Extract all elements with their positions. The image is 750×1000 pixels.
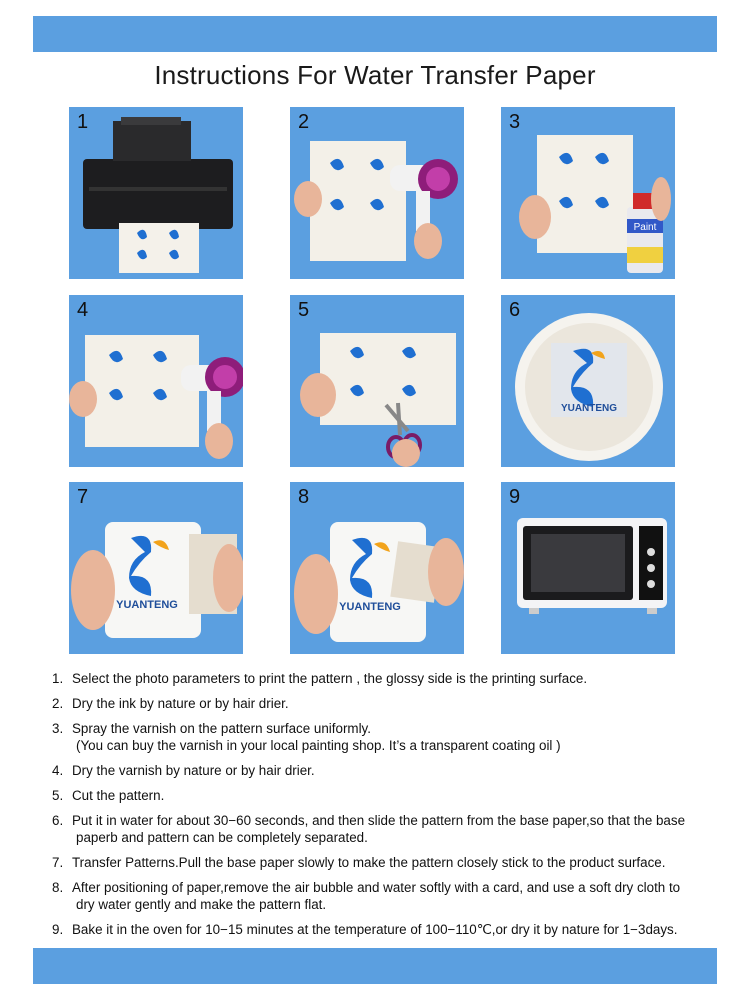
printer-icon [69,107,243,279]
step-text: Transfer Patterns.Pull the base paper slowly to make the pattern closely stick to the product surface. [72,855,666,870]
paint-label: Paint [633,222,657,233]
step-text: Dry the varnish by nature or by hair drier. [72,763,315,778]
photo-tile-9 [501,482,675,654]
step-text: Bake it in the oven for 10−15 minutes at the temperature of 100−110℃,or dry it by nature for 1−3days. [72,922,678,937]
step-text: Select the photo parameters to print the pattern , the glossy side is the printing surface. [72,671,588,686]
mug-icon [69,482,243,654]
step-number: 1. [52,671,64,686]
step-number: 6. [52,813,64,828]
tile-number: 5 [298,299,310,321]
mug-icon [290,482,464,654]
instruction-step [52,812,722,846]
step-text: Cut the pattern. [72,788,165,803]
brand-text: YUANTENG [560,403,618,414]
photo-tile-2 [290,107,464,279]
water-bowl-icon [501,295,675,467]
step-number: 8. [52,880,64,895]
brand-text: YUANTENG [339,601,401,613]
brand-text: YUANTENG [116,599,178,611]
instruction-step [52,787,722,804]
instruction-step [52,854,722,871]
tile-number: 7 [77,486,89,508]
tile-number: 8 [298,486,310,508]
tile-number: 2 [298,111,310,133]
oven-icon [501,482,675,654]
top-banner [33,16,717,52]
photo-tile-3 [501,107,675,279]
step-number: 3. [52,721,64,736]
step-number: 4. [52,763,64,778]
instruction-step [52,762,722,779]
step-text: Spray the varnish on the pattern surface uniformly. [72,721,371,736]
tile-number: 6 [509,299,521,321]
hair-drier-icon [69,295,243,467]
photo-tile-4 [69,295,243,467]
scissors-icon [290,295,464,467]
tile-number: 3 [509,111,521,133]
step-number: 5. [52,788,64,803]
step-number: 9. [52,922,64,937]
tile-number: 1 [77,111,89,133]
instruction-step [52,879,722,913]
tile-number: 9 [509,486,521,508]
page-title: Instructions For Water Transfer Paper [154,60,596,90]
instruction-step [52,670,722,687]
step-text-continued: (You can buy the varnish in your local painting shop. It’s a transparent coating oil ) [76,738,561,753]
photo-tile-8 [290,482,464,654]
instruction-list [52,670,722,946]
instruction-step [52,921,722,938]
step-number: 7. [52,855,64,870]
instruction-step [52,695,722,712]
step-text: Put it in water for about 30−60 seconds, and then slide the pattern from the base paper,so that the base [72,813,686,828]
photo-tile-7 [69,482,243,654]
photo-tile-1 [69,107,243,279]
bottom-banner [33,948,717,984]
step-text: Dry the ink by nature or by hair drier. [72,696,289,711]
step-number: 2. [52,696,64,711]
photo-tile-5 [290,295,464,467]
instruction-step [52,720,722,754]
spray-can-icon [501,107,675,279]
tile-number: 4 [77,299,89,321]
step-text-continued: paperb and pattern can be completely separated. [76,830,368,845]
step-text: After positioning of paper,remove the air bubble and water softly with a card, and use a soft dry cloth to [72,880,681,895]
photo-tile-6 [501,295,675,467]
hair-drier-icon [290,107,464,279]
step-text-continued: dry water gently and make the pattern flat. [76,897,327,912]
